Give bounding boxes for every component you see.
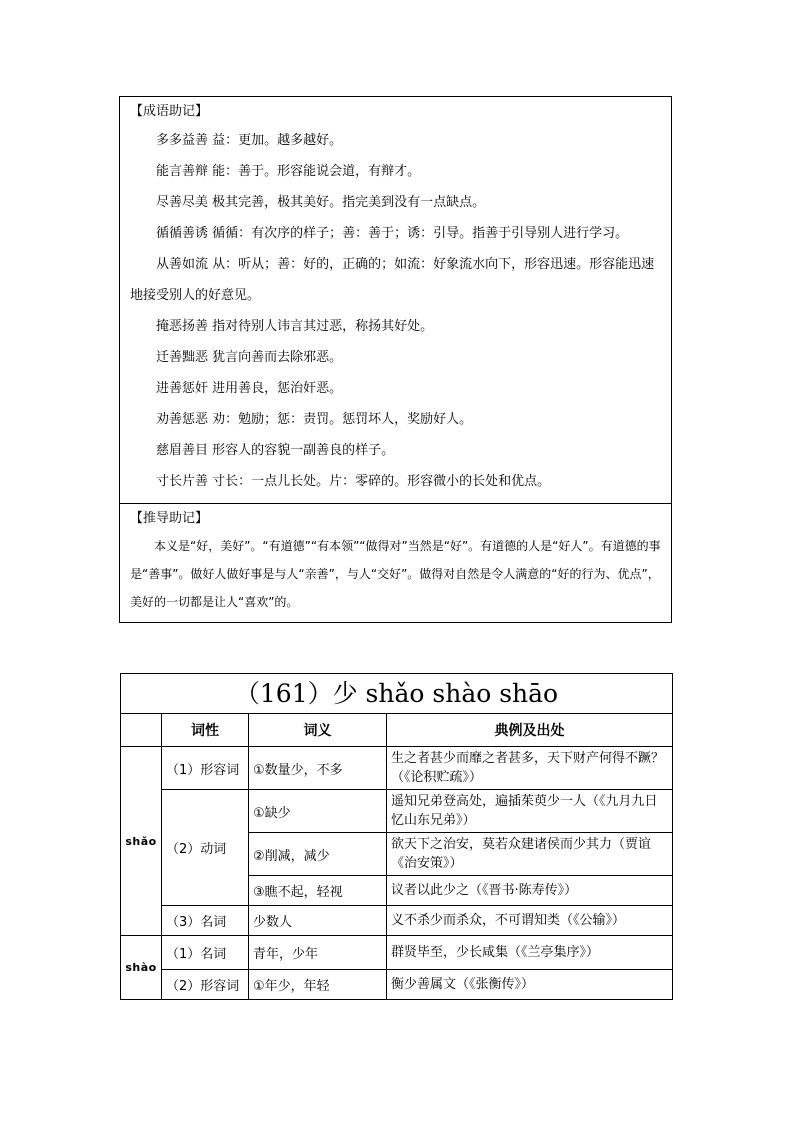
- pos-cell: （1）名词: [162, 936, 249, 970]
- mnemonic-box: [119, 96, 672, 623]
- meaning-cell: 少数人: [249, 906, 387, 936]
- meaning-cell: ③瞧不起，轻视: [249, 876, 387, 906]
- idiom-item: [130, 156, 661, 187]
- idiom-definition: 极其完善，极其美好。指完美到没有一点缺点。: [212, 195, 486, 210]
- idiom-definition: 进用善良，惩治奸恶。: [212, 381, 343, 396]
- header-example: 典例及出处: [387, 714, 673, 747]
- idiom-heading: 【成语助记】: [130, 104, 209, 119]
- entry-161: [120, 673, 673, 1000]
- idiom-item: [130, 466, 661, 497]
- example-cell: 议者以此少之（《晋书·陈寿传》）: [387, 876, 673, 906]
- header-pos: 词性: [162, 714, 249, 747]
- pinyin-cell: shào: [121, 936, 162, 1000]
- idiom-item: [130, 187, 661, 218]
- table-row: [121, 906, 673, 936]
- table-row: [121, 790, 673, 833]
- idiom-word: 劝善惩恶: [156, 412, 209, 427]
- idiom-word: 进善惩奸: [156, 381, 209, 396]
- idiom-word: 慈眉善目: [156, 443, 209, 458]
- idiom-word: 能言善辩: [156, 164, 209, 179]
- header-meaning: 词义: [249, 714, 387, 747]
- entry-table: [120, 713, 673, 1000]
- idiom-item: [130, 404, 661, 435]
- idiom-definition: 形容人的容貌一副善良的样子。: [212, 443, 395, 458]
- header-blank: [121, 714, 162, 747]
- idiom-word: 掩恶扬善: [156, 319, 209, 334]
- pinyin-cell: shǎo: [121, 747, 162, 936]
- idiom-definition: 指对待别人讳言其过恶，称扬其好处。: [212, 319, 434, 334]
- idiom-word: 尽善尽美: [156, 195, 209, 210]
- derive-heading: 【推导助记】: [130, 511, 209, 526]
- idiom-item: [130, 311, 661, 342]
- example-cell: 生之者甚少而靡之者甚多，天下财产何得不蹶？（《论积贮疏》）: [387, 747, 673, 790]
- idiom-item: [130, 125, 661, 156]
- meaning-cell: 青年，少年: [249, 936, 387, 970]
- example-cell: 欲天下之治安，莫若众建诸侯而少其力（贾谊《治安策》）: [387, 833, 673, 876]
- derive-section: [120, 503, 671, 622]
- idiom-word: 循循善诱: [156, 226, 209, 241]
- idiom-definition: 循循：有次序的样子；善：善于；诱：引导。指善于引导别人进行学习。: [212, 226, 629, 241]
- idiom-definition: 劝：勉励；惩：责罚。惩罚坏人，奖励好人。: [212, 412, 473, 427]
- idiom-word: 迁善黜恶: [156, 350, 209, 365]
- idiom-word: 从善如流: [156, 257, 209, 272]
- meaning-cell: ①缺少: [249, 790, 387, 833]
- pos-cell: （2）动词: [162, 790, 249, 906]
- derive-text: 本义是“好，美好”。“有道德”“有本领”“做得对”当然是“好”。有道德的人是“好人”。有道德的事是“善事”。做好人做好事是与人“亲善”，与人“交好”。做得对自然是令人满意的“好的行为、优点”，美好的一切都是让人“喜欢”的。: [130, 539, 661, 609]
- idiom-definition: 寸长：一点儿长处。片：零碎的。形容微小的长处和优点。: [212, 474, 551, 489]
- meaning-cell: ②削减，减少: [249, 833, 387, 876]
- example-cell: 群贤毕至，少长咸集（《兰亭集序》）: [387, 936, 673, 970]
- pos-cell: （1）形容词: [162, 747, 249, 790]
- table-row: [121, 747, 673, 790]
- idiom-item: [130, 342, 661, 373]
- idiom-definition: 能：善于。形容能说会道，有辩才。: [212, 164, 421, 179]
- entry-title: （161）少 shǎo shào shāo: [120, 673, 673, 713]
- example-cell: 遥知兄弟登高处，遍插茱萸少一人（《九月九日忆山东兄弟》）: [387, 790, 673, 833]
- idiom-word: 寸长片善: [156, 474, 209, 489]
- idiom-item: [130, 373, 661, 404]
- meaning-cell: ①年少，年轻: [249, 970, 387, 1000]
- table-row: [121, 970, 673, 1000]
- idiom-definition: 从：听从；善：好的，正确的；如流：好象流水向下，形容迅速。形容能迅速地接受别人的好意见。: [130, 257, 655, 303]
- idiom-list: [130, 125, 661, 497]
- idiom-definition: 益：更加。越多越好。: [212, 133, 343, 148]
- example-cell: 衡少善属文（《张衡传》）: [387, 970, 673, 1000]
- table-header-row: [121, 714, 673, 747]
- example-cell: 义不杀少而杀众，不可谓知类（《公输》）: [387, 906, 673, 936]
- idiom-item: [130, 249, 661, 311]
- idiom-item: [130, 218, 661, 249]
- meaning-cell: ①数量少，不多: [249, 747, 387, 790]
- table-row: [121, 936, 673, 970]
- pos-cell: （2）形容词: [162, 970, 249, 1000]
- entry-body: [121, 747, 673, 1000]
- idiom-item: [130, 435, 661, 466]
- idiom-word: 多多益善: [156, 133, 209, 148]
- idiom-section: [120, 97, 671, 503]
- idiom-definition: 犹言向善而去除邪恶。: [212, 350, 343, 365]
- pos-cell: （3）名词: [162, 906, 249, 936]
